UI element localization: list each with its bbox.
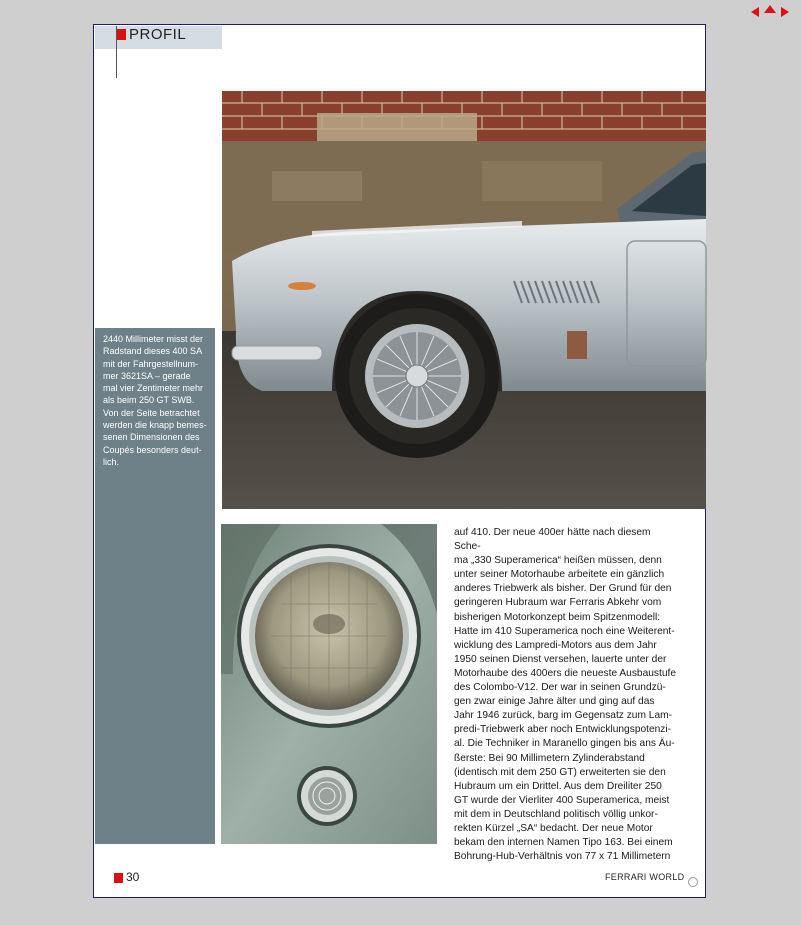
- article-line: (identisch mit dem 250 GT) erweiterten sie den: [454, 766, 666, 778]
- caption-line: 2440 Millimeter misst der: [103, 334, 204, 344]
- article-line: anderes Triebwerk als bisher. Der Grund für den: [454, 583, 672, 595]
- article-line: bisherigen Motorkonzept beim Spitzenmodell:: [454, 611, 661, 623]
- article-line: ma „330 Superamerica“ heißen müssen, denn: [454, 555, 662, 567]
- up-button[interactable]: [763, 2, 777, 16]
- article-line: Hubraum um ein Drittel. Aus dem Dreiliter 250: [454, 780, 662, 792]
- next-page-button[interactable]: [778, 5, 792, 19]
- caption-line: lich.: [103, 456, 120, 467]
- article-line: rekten Kürzel „SA“ bedacht. Der neue Motor: [454, 822, 653, 834]
- caption-line: als beim 250 GT SWB.: [103, 395, 195, 406]
- article-line: ßerste: Bei 90 Millimetern Zylinderabstand: [454, 752, 645, 764]
- article-line: unter seiner Motorhaube arbeitete ein gänzlich: [454, 569, 665, 581]
- triangle-left-icon: [751, 7, 759, 17]
- previous-page-button[interactable]: [748, 5, 762, 19]
- article-line: Jahr 1946 zurück, barg im Gegensatz zum Lam-: [454, 710, 672, 722]
- page-corner-icon: [688, 877, 698, 887]
- triangle-right-icon: [781, 7, 789, 17]
- article-line: predi-Triebwerk aber noch Entwicklungspotenzi-: [454, 724, 672, 736]
- article-line: Hatte im 410 Superamerica noch eine Weiterent-: [454, 625, 675, 637]
- article-line: des Colombo-V12. Der war in seinen Grundzü-: [454, 682, 666, 694]
- car-headlight-photo: [221, 524, 437, 844]
- caption-line: mit der Fahrgestellnum-: [103, 358, 199, 369]
- article-line: wicklung des Lampredi-Motors aus dem Jahr: [454, 639, 657, 651]
- article-line: GT wurde der Vierliter 400 Superamerica, meist: [454, 794, 670, 806]
- caption-line: Coupés besonders deut-: [103, 444, 202, 455]
- magazine-name: FERRARI WORLD: [605, 872, 685, 882]
- article-line: Bohrung-Hub-Verhältnis von 77 x 71 Millimetern: [454, 851, 671, 863]
- article-line: gen zwar einige Jahre älter und ging auf das: [454, 696, 655, 708]
- magazine-page: [93, 24, 706, 898]
- caption-line: senen Dimensionen des: [103, 432, 200, 443]
- caption-line: Radstand dieses 400 SA: [103, 346, 203, 357]
- article-line: Motorhaube des 400ers die neueste Ausbaustufe: [454, 667, 677, 679]
- page-number: 30: [126, 870, 140, 884]
- triangle-up-icon: [764, 5, 776, 13]
- caption-line: Von der Seite betrachtet: [103, 407, 200, 418]
- caption-line: mer 3621SA – gerade: [103, 370, 191, 381]
- article-line: geringeren Hubraum war Ferraris Abkehr vom: [454, 597, 662, 609]
- car-side-wheel-photo: [222, 91, 706, 509]
- page-number-marker-icon: [114, 873, 123, 883]
- section-label: PROFIL: [129, 26, 187, 43]
- photo-caption: [103, 333, 211, 468]
- article-line: al. Die Techniker in Maranello gingen bis ans Äu-: [454, 738, 675, 750]
- article-line: auf 410. Der neue 400er hätte nach diesem Sche-: [454, 527, 651, 553]
- caption-line: mal vier Zentimeter mehr: [103, 383, 204, 394]
- caption-line: werden die knapp bemes-: [103, 420, 207, 431]
- section-marker-icon: [117, 29, 126, 40]
- article-line: bekam den internen Namen Tipo 163. Bei einem: [454, 837, 673, 849]
- article-line: 1950 seinen Dienst versehen, lauerte unter der: [454, 653, 667, 665]
- article-line: mit dem in Deutschland politisch völlig unkor-: [454, 808, 658, 820]
- article-body: [454, 526, 679, 863]
